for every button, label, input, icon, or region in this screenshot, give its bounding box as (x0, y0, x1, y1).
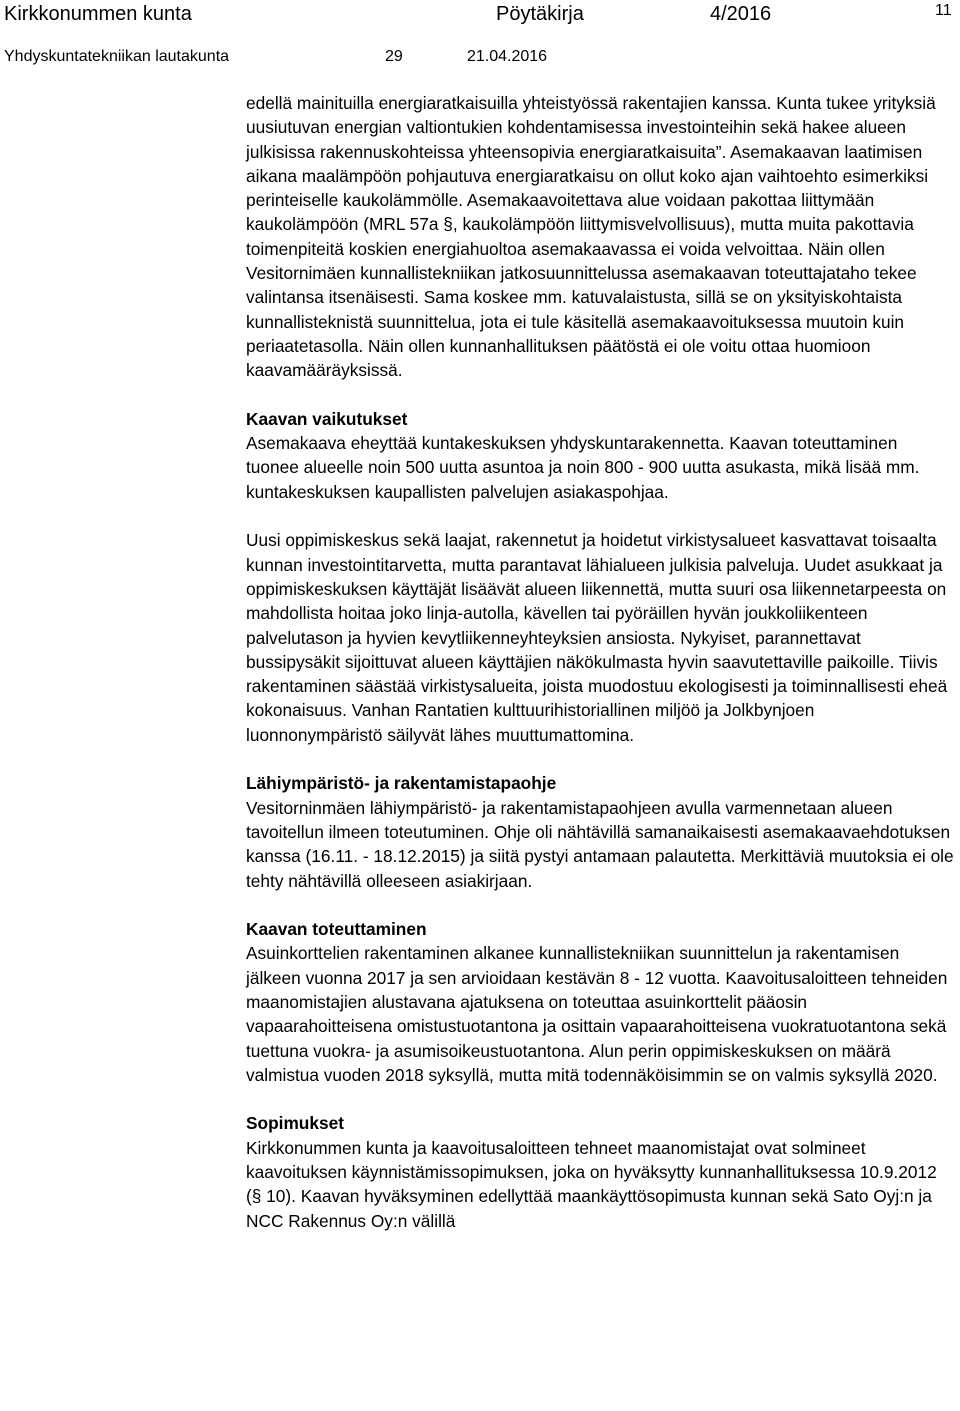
page-number: 11 (935, 2, 952, 19)
document-number: 4/2016 (710, 3, 772, 25)
board-name: Yhdyskuntatekniikan lautakunta (4, 48, 230, 65)
impacts-paragraph: Asemakaava eheyttää kuntakeskuksen yhdyskuntarakennetta. Kaavan toteuttaminen tuonee alueelle noin 500 uutta asuntoa ja noin 800 - 900 uutta asukasta, mikä lisää mm. kuntakeskuksen kaupallisten palvelujen asiakaspohjaa. (246, 433, 920, 502)
environment-heading: Lähiympäristö- ja rakentamistapaohje (246, 773, 557, 794)
agreements-heading: Sopimukset (246, 1113, 344, 1134)
impacts-paragraph: Uusi oppimiskeskus sekä laajat, rakennetut ja hoidetut virkistysalueet kasvattavat toisaalta kunnan investointitarvetta, mutta parantavat lähialueen julkisia palveluja. Uudet asukkaat ja oppimiskeskuksen käyttäjät lisäävät alueen liikennettä, mutta suuri osa liikennetarpeesta on mahdollista hoitaa joko linja-autolla, kävellen tai pyöräillen hyvän joukkoliikenteen palvelutason ja hyvien kevytliikenneyhteyksien ansiosta. Nykyiset, parannettavat bussipysäkit sijoittuvat alueen käyttäjien näkökulmasta hyvin saavutettaville paikoille. Tiivis rakentaminen säästää virkistysalueita, joista muodostuu ekologisesti ja toiminnallisesti eheä kokonaisuus. Vanhan Rantatien kulttuurihistoriallinen miljöö ja Jolkbynjoen luonnonympäristö säilyvät lähes muuttumattomina. (246, 530, 948, 745)
organization-name: Kirkkonummen kunta (4, 3, 192, 25)
document-body (246, 91, 954, 1233)
impacts-heading: Kaavan vaikutukset (246, 408, 408, 429)
document-type: Pöytäkirja (496, 3, 584, 25)
implementation-paragraph: Asuinkorttelien rakentaminen alkanee kunnallistekniikan suunnittelun ja rakentamisen jälkeen vuonna 2017 ja sen arvioidaan kestävän 8 - 12 vuotta. Kaavoitusaloitteen tehneiden maanomistajien alustavana ajatuksena on toteuttaa asuinkorttelit pääosin vapaarahoitteisena omistustuotantona ja osittain vapaarahoitteisena vuokratuotantona sekä tuettuna vuokra- ja asumisoikeustuotantona. Alun perin oppimiskeskuksen on määrä valmistua vuoden 2018 syksyllä, mutta mitä todennäköisimmin se on valmis syksyllä 2020. (246, 943, 948, 1085)
implementation-heading: Kaavan toteuttaminen (246, 919, 427, 940)
meeting-date: 21.04.2016 (467, 48, 548, 65)
intro-paragraph: edellä mainituilla energiaratkaisuilla yhteistyössä rakentajien kanssa. Kunta tukee yrityksiä uusiutuvan energian valtiontukien kohdentamisessa investointeihin sekä hakee alueen julkisissa rakennuskohteissa yhteensopivia energiaratkaisuita”. Asemakaavan laatimisen aikana maalämpöön pohjautuva energiaratkaisu on ollut koko ajan vaihtoehto esimerkiksi perinteiselle kaukolämmölle. Asemakaavoitettava alue voidaan pakottaa liittymään kaukolämpöön (MRL 57a §, kaukolämpöön liittymisvelvollisuus), mutta muita pakottavia toimenpiteitä koskien energiahuoltoa asemakaavassa ei voida velvoittaa. Näin ollen Vesitornimäen kunnallistekniikan jatkosuunnittelussa asemakaavan toteuttajataho tekee valintansa itsenäisesti. Sama koskee mm. katuvalaistusta, sillä se on yksityiskohtaista kunnallisteknistä suunnittelua, jota ei tule käsitellä asemakaavoituksessa muutoin kuin periaatetasolla. Näin ollen kunnanhallituksen päätöstä ei ole voitu ottaa huomioon kaavamääräyksissä. (246, 93, 936, 381)
environment-paragraph: Vesitorninmäen lähiympäristö- ja rakentamistapaohjeen avulla varmennetaan alueen tavoitellun ilmeen toteutuminen. Ohje oli nähtävillä samanaikaisesti asemakaavaehdotuksen kanssa (16.11. - 18.12.2015) ja siitä pystyi antamaan palautetta. Merkittäviä muutoksia ei ole tehty nähtävillä olleeseen asiakirjaan. (246, 797, 954, 891)
section-number: 29 (385, 48, 403, 65)
agreements-paragraph: Kirkkonummen kunta ja kaavoitusaloitteen tehneet maanomistajat ovat solmineet kaavoituksen käynnistämissopimuksen, joka on hyväksytty kunnanhallituksessa 10.9.2012 (§ 10). Kaavan hyväksyminen edellyttää maankäyttösopimusta kunnan sekä Sato Oyj:n ja NCC Rakennus Oy:n välillä (246, 1137, 937, 1231)
